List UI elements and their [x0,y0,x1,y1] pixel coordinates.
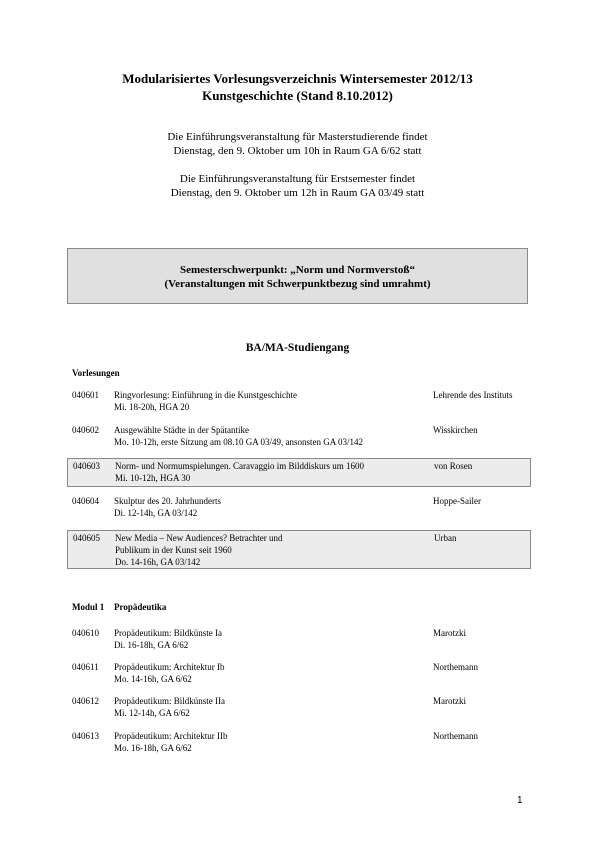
intro-first-line-2: Dienstag, den 9. Oktober um 12h in Raum GA 03/49 statt [170,187,425,199]
course-number: 040603 [73,461,100,471]
course-lecturer: Urban [434,533,457,543]
course-title: Propädeutikum: Bildkünste IIa [114,696,225,706]
title-line-1: Modularisiertes Vorlesungsverzeichnis Wintersemester 2012/13 [122,71,473,86]
course-details: Mi. 10-12h, HGA 30 [115,473,191,483]
course-lecturer: Hoppe-Sailer [433,496,481,506]
course-title: Propädeutikum: Bildkünste Ia [114,628,222,638]
course-title: Propädeutikum: Architektur IIb [114,731,228,741]
course-lecturer: Marotzki [433,696,466,706]
course-lecturer: Northemann [433,731,478,741]
course-number: 040613 [72,731,99,741]
course-row-highlighted [67,458,531,487]
focus-line-1: Semesterschwerpunkt: „Norm und Normverstoß“ [180,264,415,276]
module-name: Propädeutika [114,602,167,612]
course-lecturer: Marotzki [433,628,466,638]
course-number: 040601 [72,390,99,400]
course-title: Ringvorlesung: Einführung in die Kunstgeschichte [114,390,297,400]
intro-master-line-2: Dienstag, den 9. Oktober um 10h in Raum GA 6/62 statt [173,145,422,157]
course-details: Do. 14-16h, GA 03/142 [115,557,201,567]
title-line-2: Kunstgeschichte (Stand 8.10.2012) [202,88,393,103]
course-number: 040604 [72,496,99,506]
course-title: New Media – New Audiences? Betrachter und [115,533,283,543]
course-number: 040605 [73,533,100,543]
document-title [0,70,595,104]
course-row [67,388,531,416]
intro-first-semester [0,172,595,200]
program-title: BA/MA-Studiengang [245,342,350,354]
course-row [67,694,531,722]
course-details: Mi. 18-20h, HGA 20 [114,402,190,412]
course-row [67,626,531,654]
course-title: Skulptur des 20. Jahrhunderts [114,496,221,506]
semester-focus-box [67,248,528,304]
focus-line-2: (Veranstaltungen mit Schwerpunktbezug sind umrahmt) [164,278,431,290]
course-number: 040602 [72,425,99,435]
course-title: Ausgewählte Städte in der Spätantike [114,425,249,435]
module-heading [72,602,167,612]
intro-master [0,130,595,158]
course-row [67,494,531,522]
course-number: 040612 [72,696,99,706]
course-title: Norm- und Normumspielungen. Caravaggio im Bilddiskurs um 1600 [115,461,364,471]
page-number: 1 [517,795,523,806]
course-details: Mo. 10-12h, erste Sitzung am 08.10 GA 03/49, ansonsten GA 03/142 [114,437,363,447]
course-row-highlighted [67,530,531,569]
course-title: Propädeutikum: Architektur Ib [114,662,225,672]
intro-first-line-1: Die Einführungsveranstaltung für Erstsemester findet [179,173,416,185]
course-details: Mi. 12-14h, GA 6/62 [114,708,190,718]
course-details: Mo. 14-16h, GA 6/62 [114,674,192,684]
lectures-heading: Vorlesungen [72,368,120,378]
course-row [67,660,531,688]
course-row [67,729,531,757]
course-lecturer: Wisskirchen [433,425,478,435]
course-lecturer: Northemann [433,662,478,672]
course-title-continued: Publikum in der Kunst seit 1960 [115,545,232,555]
intro-master-line-1: Die Einführungsveranstaltung für Masterstudierende findet [167,131,428,143]
course-lecturer: von Rosen [434,461,473,471]
course-number: 040611 [72,662,99,672]
course-details: Di. 16-18h, GA 6/62 [114,640,189,650]
course-row [67,423,531,451]
course-number: 040610 [72,628,99,638]
course-lecturer: Lehrende des Instituts [433,390,513,400]
module-label: Modul 1 [72,602,105,612]
course-details: Di. 12-14h, GA 03/142 [114,508,198,518]
course-details: Mo. 16-18h, GA 6/62 [114,743,192,753]
